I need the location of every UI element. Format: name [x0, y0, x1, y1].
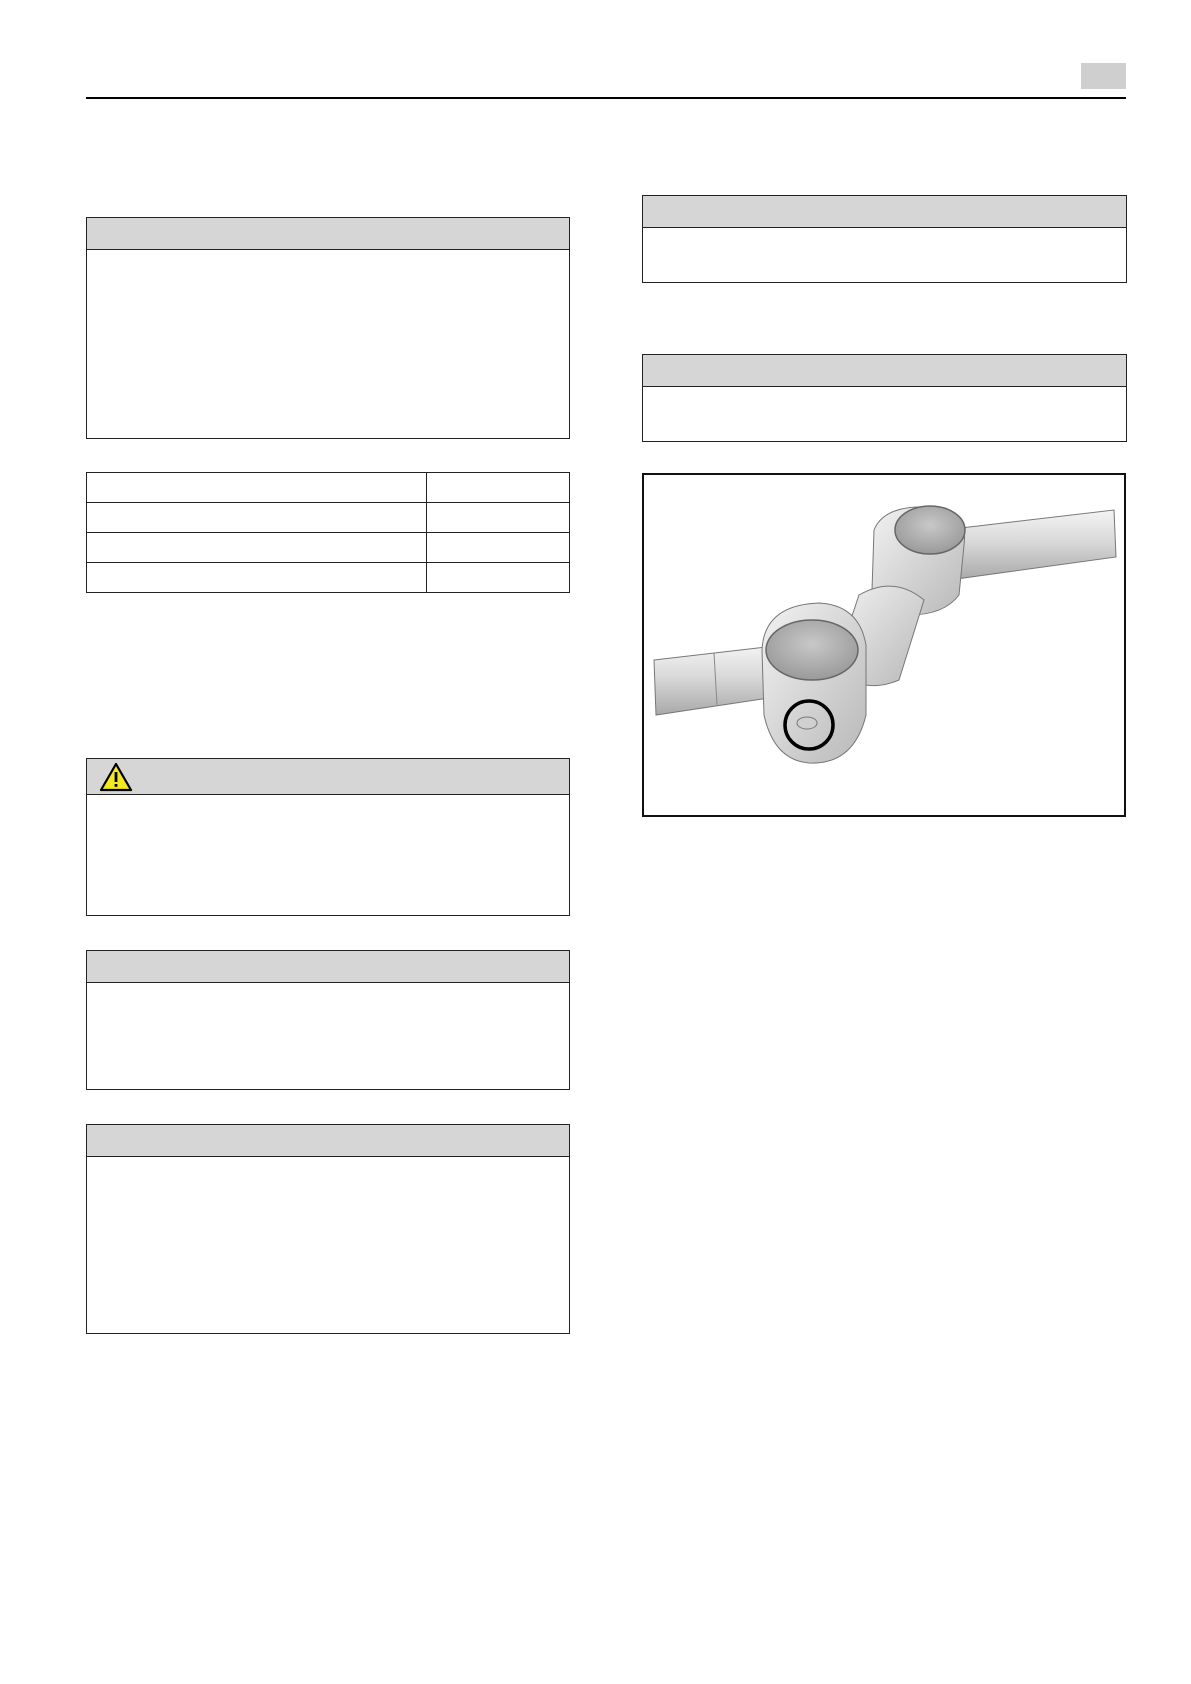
- warning-box: [86, 758, 570, 916]
- warning-box-header: [87, 759, 569, 795]
- table-cell-label: [87, 473, 427, 503]
- table-row: [87, 473, 570, 503]
- info-box-1-header: [87, 218, 569, 250]
- info-box-4: [642, 195, 1127, 283]
- info-box-1: [86, 217, 570, 439]
- table-cell-value: [427, 563, 570, 593]
- table-cell-value: [427, 473, 570, 503]
- warning-triangle-icon: [99, 762, 133, 792]
- arm-joint-figure: [642, 473, 1126, 817]
- arm-joint-illustration: [644, 475, 1124, 815]
- info-box-2-header: [87, 951, 569, 983]
- info-box-5-header: [643, 355, 1126, 387]
- table-cell-label: [87, 503, 427, 533]
- table-cell-label: [87, 563, 427, 593]
- info-box-5: [642, 354, 1127, 442]
- page-number-tab: [1081, 63, 1126, 89]
- header-rule: [86, 97, 1126, 99]
- table-cell-label: [87, 533, 427, 563]
- table-row: [87, 503, 570, 533]
- table-cell-value: [427, 503, 570, 533]
- info-box-3-header: [87, 1125, 569, 1157]
- table-row: [87, 533, 570, 563]
- info-box-2: [86, 950, 570, 1090]
- table-row: [87, 563, 570, 593]
- spec-table: [86, 472, 570, 593]
- info-box-3: [86, 1124, 570, 1334]
- info-box-4-header: [643, 196, 1126, 228]
- table-cell-value: [427, 533, 570, 563]
